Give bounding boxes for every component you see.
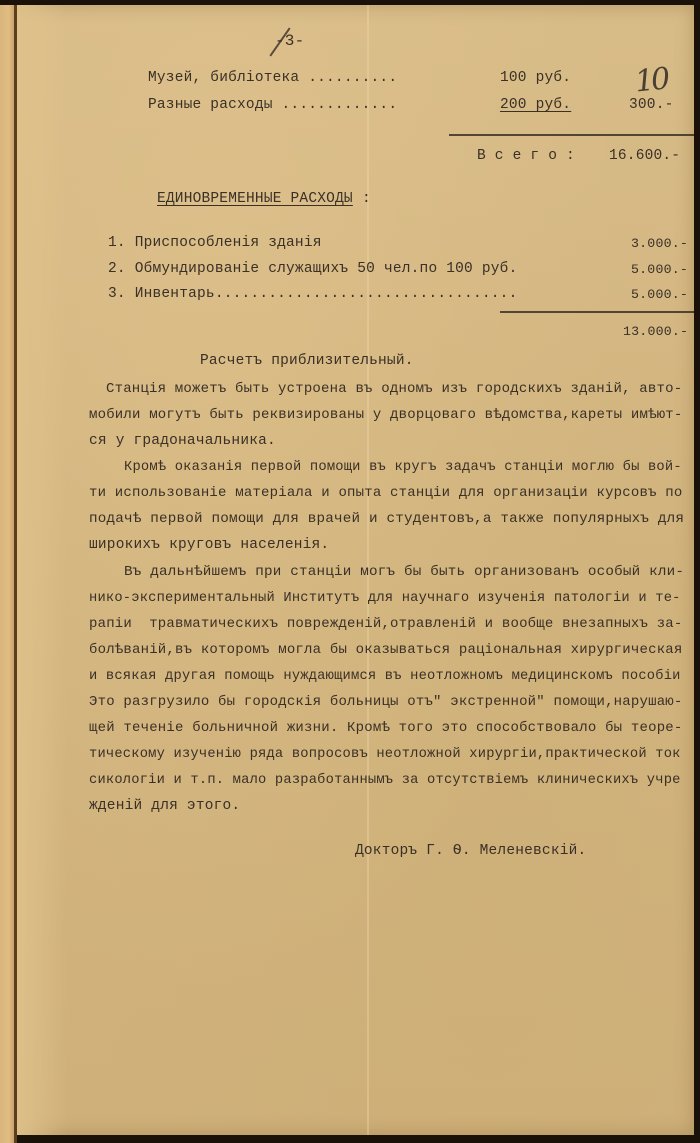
paragraph-line: тическому изученiю ряда вопросовъ неотложной хирургiи,практической ток [89, 747, 681, 762]
page-number: -3- [275, 32, 305, 50]
paragraph-line: сикологiи и т.п. мало разработаннымъ за отсутствiемъ клиническихъ учре [89, 773, 681, 788]
expense-amount: 200 руб. [500, 97, 572, 113]
total-rule [449, 134, 694, 136]
one-time-total: 13.000.- [623, 324, 689, 339]
expense-label: Музей, библiотека .......... [148, 70, 398, 86]
one-time-item-value: 5.000.- [631, 287, 689, 302]
paragraph-line: Кромѣ оказанiя первой помощи въ кругъ задачъ станцiи моглю бы вой- [124, 460, 682, 475]
paragraph-line: и всякая другая помощь нуждающимся въ неотложномъ медицинскомъ пособiи [89, 669, 681, 684]
paragraph-line: Въ дальнѣйшемъ при станцiи могъ бы быть организованъ особый кли- [124, 564, 685, 580]
one-time-item-value: 3.000.- [631, 236, 689, 251]
paragraph-line: ти использованiе матерiала и опыта станцiи для организацiи курсовъ по [89, 485, 683, 501]
one-time-item-value: 5.000.- [631, 262, 689, 277]
one-time-heading-colon: : [362, 191, 371, 207]
paragraph-line: жденiй для этого. [89, 798, 241, 814]
handwritten-number: 10 [633, 61, 669, 100]
estimate-note: Расчетъ приблизительный. [200, 353, 414, 369]
one-time-item-label: 1. Приспособленiя зданiя [108, 235, 322, 251]
expense-label: Разные расходы ............. [148, 97, 398, 113]
expense-amount: 100 руб. [500, 70, 572, 86]
one-time-item-label: 2. Обмундированiе служащихъ 50 чел.по 100 руб. [108, 261, 518, 277]
expense-subtotal: 300.- [629, 97, 674, 113]
paragraph-line: подачѣ первой помощи для врачей и студентовъ,а также популярныхъ для [89, 511, 685, 527]
underlying-sheet-edge [0, 5, 14, 1143]
paragraph-line: болѣванiй,въ которомъ могла бы оказываться рацiональная хирургическая [89, 642, 683, 658]
paragraph-line: Станцiя можетъ быть устроена въ одномъ изъ городскихъ зданiй, авто- [106, 381, 683, 397]
paragraph-line: щей теченiе больничной жизни. Кромѣ того это способствовало бы теоре- [89, 720, 683, 736]
one-time-total-rule [500, 311, 694, 313]
one-time-heading: ЕДИНОВРЕМЕННЫЕ РАСХОДЫ [157, 191, 353, 207]
paragraph-line: рапiи травматическихъ поврежденiй,отравленiй и вообще внезапныхъ за- [89, 616, 683, 632]
paragraph-line: ся у градоначальника. [89, 433, 276, 449]
paragraph-line: Это разгрузило бы городскiя больницы отъ" экстренной" помощи,нарушаю- [89, 694, 683, 710]
signature: Докторъ Г. Ѳ. Меленевскiй. [355, 843, 587, 859]
paragraph-line: нико-экспериментальный Институтъ для научнаго изученiя патологiи и те- [89, 591, 681, 606]
paragraph-line: мобили могутъ быть реквизированы у дворцоваго вѣдомства,кареты имѣют- [89, 407, 683, 423]
one-time-item-label: 3. Инвентарь.................................. [108, 286, 518, 302]
paragraph-line: широкихъ круговъ населенiя. [89, 537, 330, 553]
total-value: 16.600.- [609, 148, 681, 164]
document-page [17, 5, 694, 1135]
total-label: В с е г о : [477, 148, 575, 164]
